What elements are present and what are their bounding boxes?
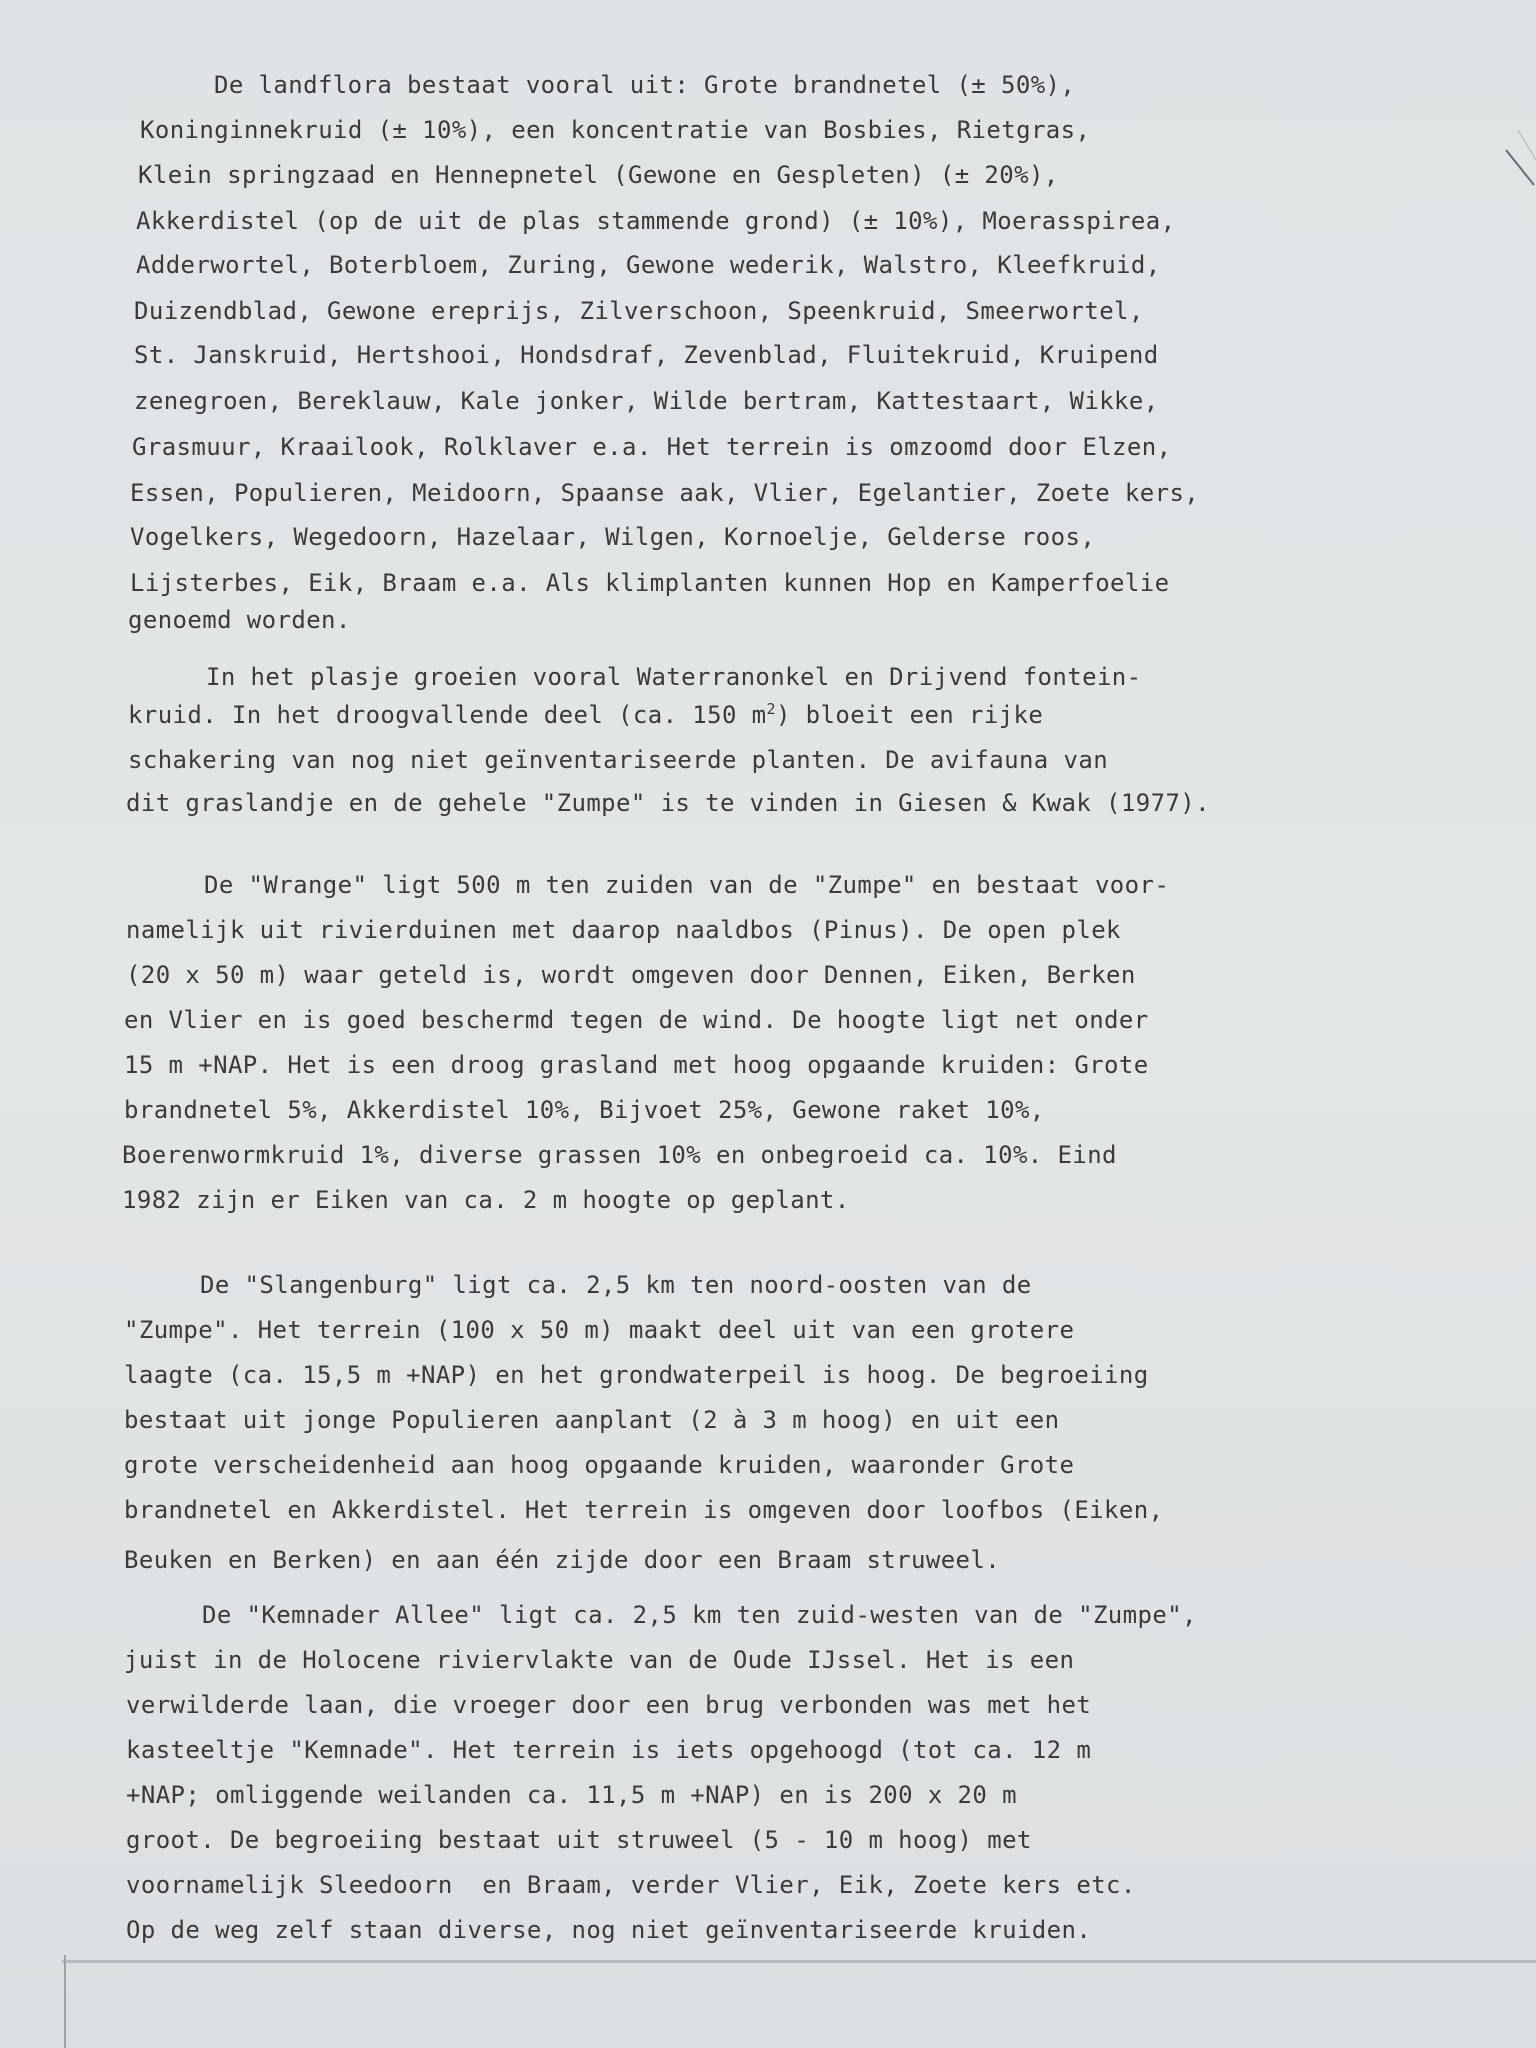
text-line: juist in de Holocene riviervlakte van de Oude IJssel. Het is een [124,1646,1075,1674]
text-line: 1982 zijn er Eiken van ca. 2 m hoogte op geplant. [122,1186,850,1214]
text-line: Koninginnekruid (± 10%), een koncentratie van Bosbies, Rietgras, [140,116,1091,144]
text-line: Vogelkers, Wegedoorn, Hazelaar, Wilgen, Kornoelje, Gelderse roos, [130,523,1096,551]
text-segment: kruid. In het droogvallende deel (ca. 150 m [128,701,767,729]
text-line: Duizendblad, Gewone ereprijs, Zilverschoon, Speenkruid, Smeerwortel, [134,297,1144,325]
text-line: (20 x 50 m) waar geteld is, wordt omgeven door Dennen, Eiken, Berken [126,961,1136,989]
text-line: verwilderde laan, die vroeger door een brug verbonden was met het [126,1691,1092,1719]
text-line: dit graslandje en de gehele "Zumpe" is te vinden in Giesen & Kwak (1977). [126,789,1210,817]
text-line: brandnetel 5%, Akkerdistel 10%, Bijvoet 25%, Gewone raket 10%, [124,1096,1045,1124]
text-line: brandnetel en Akkerdistel. Het terrein is omgeven door loofbos (Eiken, [124,1496,1164,1524]
text-line: schakering van nog niet geïnventariseerde planten. De avifauna van [128,746,1109,774]
text-line: Adderwortel, Boterbloem, Zuring, Gewone wederik, Walstro, Kleefkruid, [136,251,1161,279]
text-line: +NAP; omliggende weilanden ca. 11,5 m +NAP) en is 200 x 20 m [126,1781,1017,1809]
text-line: kasteeltje "Kemnade". Het terrein is iets opgehoogd (tot ca. 12 m [126,1736,1092,1764]
text-line: 15 m +NAP. Het is een droog grasland met hoog opgaande kruiden: Grote [124,1051,1149,1079]
text-line: voornamelijk Sleedoorn en Braam, verder Vlier, Eik, Zoete kers etc. [126,1871,1136,1899]
superscript: 2 [766,700,776,718]
text-line: grote verscheidenheid aan hoog opgaande kruiden, waaronder Grote [124,1451,1075,1479]
text-line: namelijk uit rivierduinen met daarop naaldbos (Pinus). De open plek [126,916,1121,944]
text-line: Op de weg zelf staan diverse, nog niet geïnventariseerde kruiden. [126,1916,1092,1944]
text-line: Lijsterbes, Eik, Braam e.a. Als klimplanten kunnen Hop en Kamperfoelie [130,569,1170,597]
text-line: bestaat uit jonge Populieren aanplant (2 à 3 m hoog) en uit een [124,1406,1060,1434]
text-line: De "Slangenburg" ligt ca. 2,5 km ten noord-oosten van de [200,1271,1032,1299]
text-line: Essen, Populieren, Meidoorn, Spaanse aak, Vlier, Egelantier, Zoete kers, [130,479,1200,507]
text-line: groot. De begroeiing bestaat uit struweel (5 - 10 m hoog) met [126,1826,1032,1854]
text-line: St. Janskruid, Hertshooi, Hondsdraf, Zevenblad, Fluitekruid, Kruipend [134,341,1159,369]
text-line: zenegroen, Bereklauw, Kale jonker, Wilde bertram, Kattestaart, Wikke, [134,387,1159,415]
text-line: In het plasje groeien vooral Waterranonkel en Drijvend fontein- [206,663,1142,691]
text-line: genoemd worden. [128,606,351,634]
text-line [128,700,1043,730]
text-line: Klein springzaad en Hennepnetel (Gewone en Gespleten) (± 20%), [138,161,1059,189]
text-line: Boerenwormkruid 1%, diverse grassen 10% en onbegroeid ca. 10%. Eind [122,1141,1117,1169]
text-line: De landflora bestaat vooral uit: Grote brandnetel (± 50%), [214,71,1076,99]
text-line: Beuken en Berken) en aan één zijde door een Braam struweel. [124,1546,1001,1574]
text-line: "Zumpe". Het terrein (100 x 50 m) maakt deel uit van een grotere [124,1316,1075,1344]
text-segment: ) bloeit een rijke [775,701,1044,729]
text-line: De "Wrange" ligt 500 m ten zuiden van de "Zumpe" en bestaat voor- [204,871,1170,899]
text-line: Akkerdistel (op de uit de plas stammende grond) (± 10%), Moerasspirea, [136,207,1176,235]
text-line: De "Kemnader Allee" ligt ca. 2,5 km ten zuid-westen van de "Zumpe", [202,1601,1197,1629]
text-line: en Vlier en is goed beschermd tegen de wind. De hoogte ligt net onder [124,1006,1149,1034]
text-line: Grasmuur, Kraailook, Rolklaver e.a. Het terrein is omzoomd door Elzen, [132,433,1172,461]
text-line: laagte (ca. 15,5 m +NAP) en het grondwaterpeil is hoog. De begroeiing [124,1361,1149,1389]
